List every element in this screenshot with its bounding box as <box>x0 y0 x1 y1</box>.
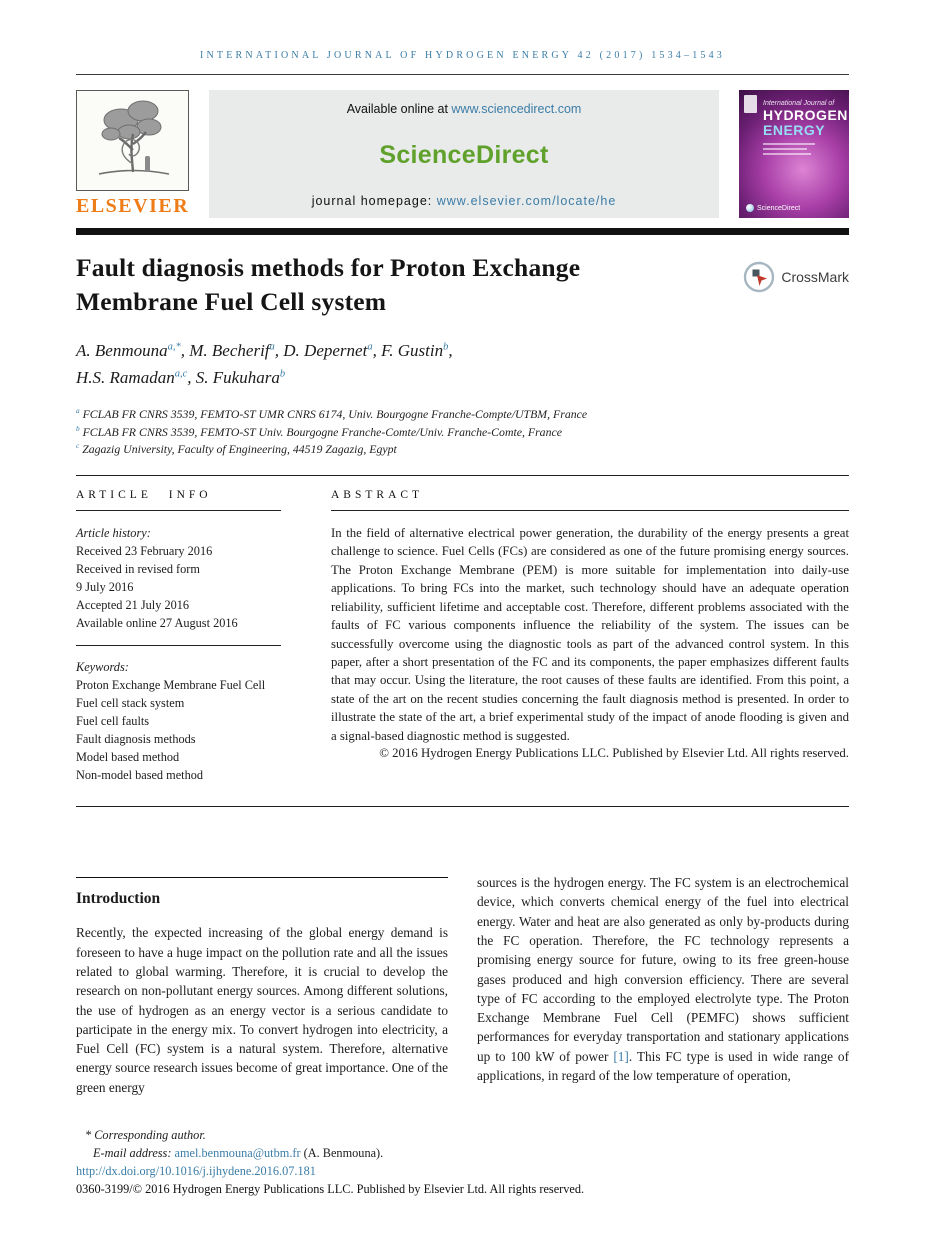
affiliation-superscript: b <box>443 341 449 353</box>
elsevier-logo[interactable] <box>76 90 189 218</box>
affiliation <box>76 441 849 459</box>
article-info-heading: ARTICLE INFO <box>76 489 281 511</box>
author-name: A. Benmouna <box>76 341 168 361</box>
journal-homepage-line <box>312 194 617 208</box>
body-right-column <box>477 871 849 1097</box>
body-paragraph <box>477 873 849 1085</box>
article-title: Fault diagnosis methods for Proton Exchange Membrane Fuel Cell system <box>76 253 581 316</box>
keyword: Fuel cell faults <box>76 714 150 729</box>
section-title: Introduction <box>76 890 161 908</box>
email-label: E-mail address: <box>93 1145 175 1160</box>
corresponding-author-note: * Corresponding author. <box>85 1128 206 1143</box>
sciencedirect-panel <box>209 90 719 218</box>
abstract-copyright: © 2016 Hydrogen Energy Publications LLC. Published by Elsevier Ltd. All rights reserved. <box>379 745 849 760</box>
article-info-column <box>76 489 281 784</box>
homepage-label: journal homepage: <box>311 194 433 208</box>
elsevier-wordmark: ELSEVIER <box>76 195 190 217</box>
body-text <box>76 871 849 1097</box>
keyword: Non-model based method <box>76 768 204 783</box>
title-block <box>76 251 849 318</box>
author-name: , D. Depernet <box>274 341 368 361</box>
article-history <box>76 524 281 632</box>
text-segment: Zagazig University, Faculty of Engineering, 44519 Zagazig, Egypt <box>79 442 397 457</box>
cover-title-energy: ENERGY <box>763 121 826 138</box>
header-black-bar <box>76 228 849 235</box>
history-line: Received 23 February 2016 <box>76 544 213 559</box>
divider <box>76 74 849 75</box>
abstract-column <box>331 489 849 784</box>
affiliation-superscript: b <box>76 423 80 433</box>
reference-1-link[interactable]: [1] <box>613 1048 629 1064</box>
history-line: Accepted 21 July 2016 <box>76 598 190 613</box>
sciencedirect-icon <box>746 204 754 212</box>
affiliation-superscript: a <box>269 341 275 353</box>
journal-citation-line: INTERNATIONAL JOURNAL OF HYDROGEN ENERGY 42 (2017) 1534–1543 <box>199 50 726 61</box>
sciencedirect-url-link[interactable]: www.sciencedirect.com <box>451 102 582 116</box>
available-online-line <box>347 102 582 116</box>
elsevier-tree-icon <box>76 90 189 191</box>
journal-cover[interactable] <box>739 90 849 218</box>
keyword: Proton Exchange Membrane Fuel Cell <box>76 678 266 693</box>
keywords-block <box>76 645 281 784</box>
cover-elsevier-mark <box>744 95 757 113</box>
history-line: 9 July 2016 <box>76 580 134 595</box>
cover-sciencedirect-mark <box>746 204 800 212</box>
info-abstract-section <box>76 489 849 784</box>
doi-link[interactable]: http://dx.doi.org/10.1016/j.ijhydene.2016.07.181 <box>76 1164 316 1179</box>
body-left-column <box>76 871 448 1097</box>
keywords-label: Keywords: <box>76 660 129 675</box>
author-name: H.S. Ramadan <box>76 367 175 387</box>
affiliation-superscript: b <box>279 368 286 379</box>
text-segment: sources is the hydrogen energy. The FC system is an electrochemical device, which converts chemical energy of the fuel into electrical energy. Water and heat are also generated as only by-products during the FC operation. Therefore, the FC technology represents a promising energy source for future, owing to its free green-house gases produced and high conversion efficiency. There are several type of FC according to the employed electrolyte type. The Proton Exchange Membrane Fuel Cell (PEMFC) shows sufficient performances for everyday transportation and stationary applications up to 100 kW of power <box>477 875 849 1064</box>
text-segment: , <box>448 341 453 361</box>
divider <box>76 475 849 476</box>
cover-title-hydrogen: HYDROGEN <box>763 107 848 123</box>
author-name: , S. Fukuhara <box>187 367 280 387</box>
affiliation-superscript: c <box>76 441 80 451</box>
elsevier-tree-svg <box>83 94 183 188</box>
page-content <box>76 0 849 1198</box>
affiliation-list <box>76 406 849 459</box>
author-line <box>76 365 849 391</box>
body-paragraph: Recently, the expected increasing of the global energy demand is foreseen to have a huge impact on the pollution rate and all the issues related to global warming. Therefore, it is crucial to develop the research on non-pollutant energy sources. Among different solutions, the use of hydrogen as an energy vector is a serious candidate to participate in the energy mix. To convert hydrogen into electricity, a Fuel Cell (FC) system is a natural system. Therefore, alternative energy source research issues become of great importance. One of the green energy <box>76 925 448 1095</box>
keyword: Fault diagnosis methods <box>76 732 196 747</box>
text-segment: FCLAB FR CNRS 3539, FEMTO-ST Univ. Bourgogne Franche-Comte/Univ. Franche-Comte, France <box>79 424 562 439</box>
footnotes <box>76 1127 849 1198</box>
abstract-text: In the field of alternative electrical power generation, the durability of the energy presents a great challenge to science. Fuel Cells (FCs) are considered as one of the future promising energy sources. The Proton Exchange Membrane (PEM) is more suitable for implementation into daily-use applications. To bring FCs into the market, such technology should have an adequate operation reliability, sufficient lifetime and acceptable cost. Therefore, different problems associated with the faults of FC various components influence the reliability of the system. The issues can be successfully overcome using the diagnostic tools as part of the advanced control system. In this paper, after a short presentation of the FC and its components, the paper emphasizes different faults that may occur. Using the literature, the root causes of these faults are identified. From this point, a state of the art on the recent studies concerning the fault diagnosis method is presented. In order to illustrate the state of the art, a brief experimental study of the impact of anode flooding is given and a signal-based diagnostic method is suggested. <box>331 526 849 743</box>
keyword: Fuel cell stack system <box>76 696 185 711</box>
crossmark-badge[interactable] <box>743 261 849 293</box>
cover-sciencedirect-label: ScienceDirect <box>757 204 801 212</box>
journal-header <box>76 90 849 218</box>
text-segment: (A. Benmouna). <box>300 1145 384 1160</box>
affiliation-superscript: a <box>76 406 80 416</box>
email-line <box>76 1145 849 1163</box>
article-history-lines <box>76 542 281 632</box>
keyword: Model based method <box>76 750 180 765</box>
affiliation-superscript: a,c <box>174 368 188 379</box>
cover-text-decoration <box>763 143 849 155</box>
homepage-url-link[interactable]: www.elsevier.com/locate/he <box>436 194 617 208</box>
text-segment: FCLAB FR CNRS 3539, FEMTO-ST UMR CNRS 6174, Univ. Bourgogne Franche-Compte/UTBM, France <box>79 407 588 421</box>
crossmark-icon <box>743 261 775 293</box>
crossmark-label: CrossMark <box>781 269 849 285</box>
sciencedirect-logo[interactable]: ScienceDirect <box>379 140 549 169</box>
article-history-label: Article history: <box>76 526 151 541</box>
affiliation-superscript: a,* <box>167 341 181 353</box>
affiliation <box>76 424 849 442</box>
email-link[interactable]: amel.benmouna@utbm.fr <box>174 1145 301 1160</box>
history-line: Received in revised form <box>76 562 200 577</box>
author-name: , F. Gustin <box>372 341 444 361</box>
divider <box>76 806 849 807</box>
cover-subtitle: International Journal of <box>763 100 835 107</box>
author-list <box>76 338 849 391</box>
section-rule <box>76 877 448 878</box>
issn-copyright-line: 0360-3199/© 2016 Hydrogen Energy Publications LLC. Published by Elsevier Ltd. All rights reserved. <box>76 1181 585 1196</box>
keywords-lines <box>76 676 281 784</box>
author-name: , M. Becherif <box>180 341 270 361</box>
affiliation <box>76 406 849 424</box>
abstract-heading: ABSTRACT <box>331 489 849 511</box>
text-segment: . This FC type is used in wide range of applications, in regard of the low temperature of operation, <box>477 1048 850 1084</box>
history-line: Available online 27 August 2016 <box>76 616 238 631</box>
affiliation-superscript: a <box>367 341 373 353</box>
available-online-label: Available online at <box>346 102 448 116</box>
author-line <box>76 338 849 364</box>
